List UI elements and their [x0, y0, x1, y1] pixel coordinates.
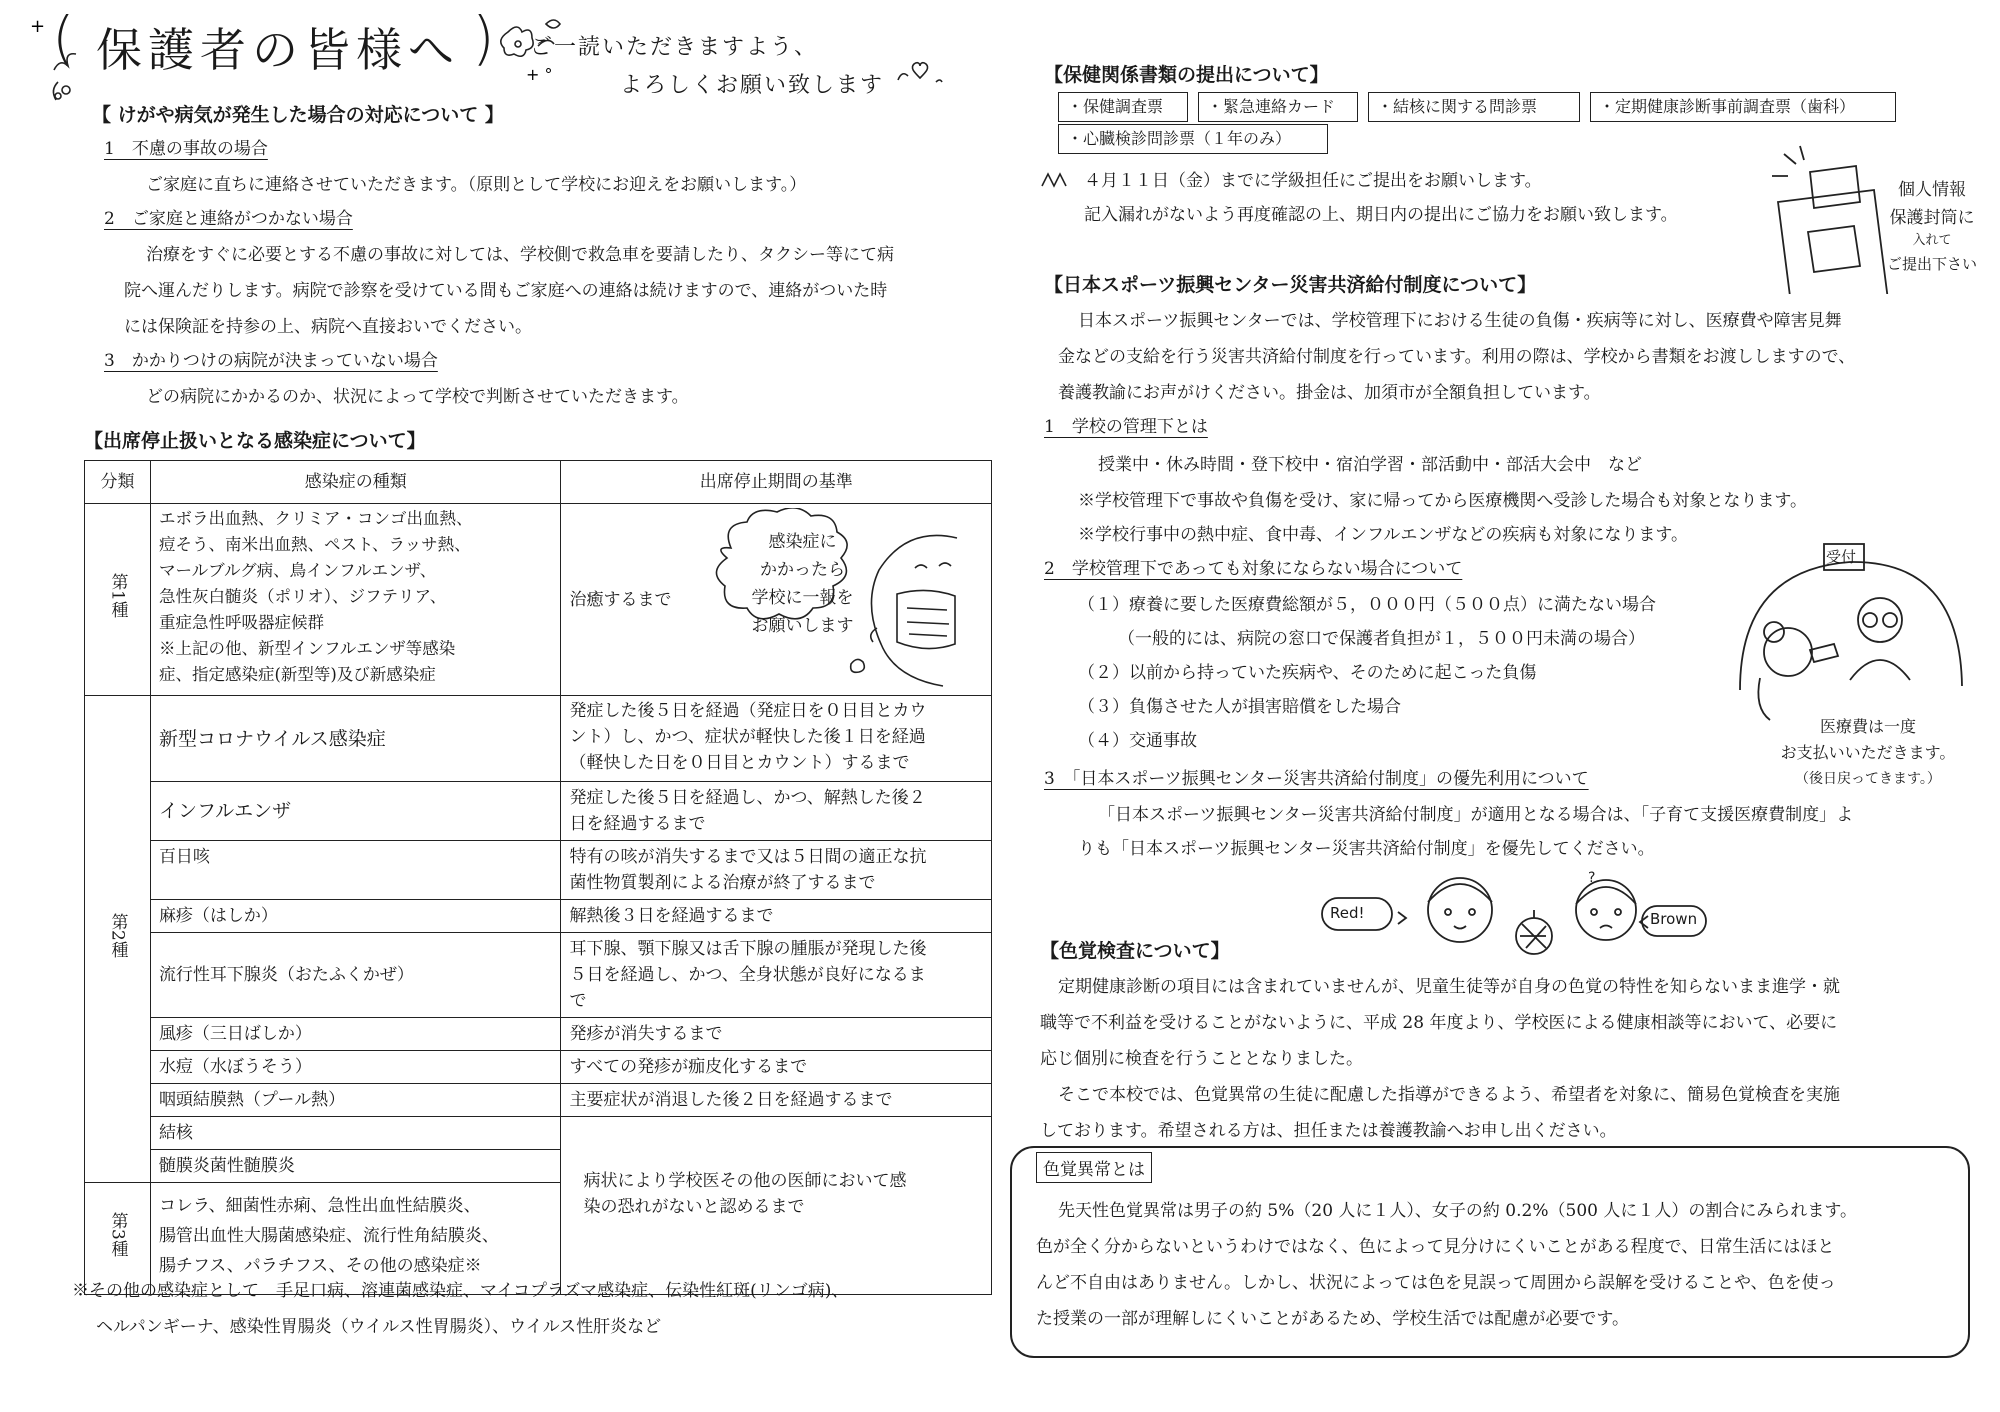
category-3-disease-line: 腸管出血性大腸菌感染症、流行性角結膜炎、: [158, 1226, 499, 1246]
submission-deadline: ４月１１日（金）までに学級担任にご提出をお願いします。: [1084, 171, 1542, 191]
tagline-line-1: ご一読いただきますよう、: [530, 35, 819, 60]
bubble-line: 感染症に: [768, 532, 837, 552]
title-left-paren: (: [52, 4, 75, 72]
color-vision-p1-line-2: 職等で不利益を受けることがないように、平成 28 年度より、学校医による健康相談等において、必要に: [1040, 1013, 1838, 1033]
criteria-line: 発症した後５日を経過し、かつ、解熱した後２: [569, 788, 926, 808]
color-vision-p2-line-1: そこで本校では、色覚異常の生徒に配慮した指導ができるよう、希望者を対象に、簡易色覚検査を実施: [1058, 1085, 1840, 1105]
injury-item-3-body: どの病院にかかるのか、状況によって学校で判断させていただきます。: [146, 387, 689, 407]
category-3-label: 第3種: [107, 1212, 128, 1257]
color-vision-p1-line-3: 応じ個別に検査を行うこととなりました。: [1040, 1049, 1363, 1069]
infection-table: [84, 460, 992, 1295]
table-row: [85, 1018, 992, 1051]
other-infections-note-line-1: ※その他の感染症として 手足口病、溶連菌感染症、マイコプラズマ感染症、伝染性紅斑(リンゴ病)、: [72, 1281, 849, 1301]
sports-item-1-line-1: 授業中・休み時間・登下校中・宿泊学習・部活動中・部活大会中 など: [1098, 455, 1642, 475]
submission-check-note: 記入漏れがないよう再度確認の上、期日内の提出にご協力をお願い致します。: [1084, 205, 1678, 225]
table-row: [85, 782, 992, 841]
criteria-line: 染の恐れがないと認めるまで: [583, 1196, 805, 1217]
svg-text:+: +: [30, 16, 46, 37]
category-1-disease-line: 痘そう、南米出血熱、ペスト、ラッサ熱、: [158, 535, 471, 554]
svg-text:+ °: + °: [526, 65, 553, 84]
sports-intro-line-1: 日本スポーツ振興センターでは、学校管理下における生徒の負傷・疾病等に対し、医療費や障害見舞: [1078, 311, 1842, 331]
payment-note-line: 医療費は一度: [1819, 717, 1916, 736]
disease-name: 風疹（三日ばしか）: [150, 1018, 561, 1051]
shared-criteria-cell: [561, 1117, 992, 1295]
payment-note-line: お支払いいただきます。: [1780, 743, 1956, 762]
tagline-line-2: よろしくお願い致します: [620, 73, 885, 98]
criteria-line: で: [569, 991, 587, 1011]
disease-criteria: [561, 782, 992, 841]
sports-item-1-title: 1 学校の管理下とは: [1044, 417, 1208, 437]
table-row: [85, 1117, 992, 1150]
doc-emergency-card: ・緊急連絡カード: [1198, 92, 1358, 122]
sports-title: 【日本スポーツ振興センター災害共済給付制度について】: [1044, 274, 1537, 296]
category-1-criteria: 治癒するまで: [569, 589, 672, 610]
disease-criteria: [561, 1084, 992, 1117]
criteria-line: 菌性物質製剤による治療が終了するまで: [569, 873, 876, 893]
header-category: 分類: [85, 461, 151, 504]
category-1-disease-line: エボラ出血熱、クリミア・コンゴ出血熱、: [158, 509, 473, 528]
envelope-note-line: 入れて: [1912, 233, 1952, 248]
category-1-criteria-cell: [561, 504, 992, 696]
criteria-line: ５日を経過し、かつ、全身状態が良好になるま: [569, 965, 926, 985]
criteria-line: 日を経過するまで: [569, 814, 706, 834]
svg-text:?: ?: [1588, 870, 1596, 886]
doc-tb-questionnaire: ・結核に関する問診票: [1368, 92, 1580, 122]
category-3-disease-line: 腸チフス、パラチフス、その他の感染症※: [158, 1256, 482, 1276]
envelope-note-line: 個人情報: [1898, 180, 1966, 200]
color-blindness-line-3: んど不自由はありません。しかし、状況によっては色を見誤って周囲から誤解を受けることや、色を使っ: [1036, 1273, 1836, 1293]
speech-bubble-red: Red!: [1330, 904, 1365, 922]
criteria-line: 解熱後３日を経過するまで: [569, 906, 774, 926]
disease-name: 結核: [150, 1117, 561, 1150]
header-disease: 感染症の種類: [150, 461, 561, 504]
sports-item-3-line-2: りも「日本スポーツ振興センター災害共済給付制度」を優先してください。: [1078, 839, 1655, 859]
payment-note-line: （後日戻ってきます。）: [1795, 771, 1941, 787]
page-title: 保護者の皆様へ: [96, 23, 460, 77]
speech-bubble-brown: Brown: [1650, 910, 1698, 928]
color-blindness-line-1: 先天性色覚異常は男子の約 5%（20 人に１人）、女子の約 0.2%（500 人に１人）の割合にみられます。: [1058, 1201, 1857, 1221]
criteria-line: 病状により学校医その他の医師において感: [583, 1170, 907, 1191]
injury-item-1-title: 1 不慮の事故の場合: [104, 139, 268, 159]
payment-note: [1768, 714, 1968, 792]
other-infections-note-line-2: ヘルパンギーナ、感染性胃腸炎（ウイルス性胃腸炎）、ウイルス性肝炎など: [96, 1317, 662, 1337]
table-row: [85, 900, 992, 933]
table-row: [85, 696, 992, 782]
criteria-line: 発疹が消失するまで: [569, 1024, 723, 1044]
color-vision-title: 【色覚検査について】: [1040, 940, 1230, 962]
exclusion-item: （３）負傷させた人が損害賠償をした場合: [1078, 697, 1401, 717]
color-blindness-line-4: た授業の一部が理解しにくいことがあるため、学校生活では配慮が必要です。: [1036, 1309, 1629, 1329]
injury-item-2-title: 2 ご家庭と連絡がつかない場合: [104, 209, 353, 229]
injury-item-1-body: ご家庭に直ちに連絡させていただきます。（原則として学校にお迎えをお願いします。）: [146, 175, 807, 195]
sports-item-2-title: 2 学校管理下であっても対象にならない場合について: [1044, 559, 1463, 579]
header-criteria: 出席停止期間の基準: [561, 461, 992, 504]
attention-mark-icon: [1040, 166, 1080, 192]
sports-intro-line-3: 養護教諭にお声がけください。掛金は、加須市が全額負担しています。: [1058, 383, 1601, 403]
doc-heart-exam: ・心臓検診問診票（１年のみ）: [1058, 124, 1328, 154]
disease-name: 麻疹（はしか）: [150, 900, 561, 933]
doc-dental-survey: ・定期健康診断事前調査票（歯科）: [1590, 92, 1896, 122]
health-docs-title: 【保健関係書類の提出について】: [1044, 64, 1329, 86]
disease-criteria: [561, 1018, 992, 1051]
sports-item-3-line-1: 「日本スポーツ振興センター災害共済給付制度」が適用となる場合は、「子育て支援医療費制度」よ: [1098, 805, 1854, 825]
disease-name: 流行性耳下腺炎（おたふくかぜ）: [150, 933, 561, 1018]
bubble-line: お願いします: [751, 616, 854, 636]
sports-item-1-line-2: ※学校管理下で事故や負傷を受け、家に帰ってから医療機関へ受診した場合も対象となります。: [1078, 491, 1807, 511]
table-row: [85, 933, 992, 1018]
disease-name: 水痘（水ぼうそう）: [150, 1051, 561, 1084]
disease-criteria: [561, 933, 992, 1018]
exclusion-item: （４）交通事故: [1078, 731, 1197, 751]
color-vision-p2-line-2: しております。希望される方は、担任または養護教諭へお申し出ください。: [1040, 1121, 1617, 1141]
table-row: [85, 1051, 992, 1084]
sports-item-3-title: 3 「日本スポーツ振興センター災害共済給付制度」の優先利用について: [1044, 769, 1589, 789]
disease-name: 咽頭結膜熱（プール熱）: [150, 1084, 561, 1117]
category-1-disease-line: 急性灰白髄炎（ポリオ）、ジフテリア、: [158, 587, 447, 606]
sports-intro-line-2: 金などの支給を行う災害共済給付制度を行っています。利用の際は、学校から書類をお渡ししますので、: [1058, 347, 1856, 367]
bubble-line: 学校に一報を: [751, 588, 854, 608]
category-1-label: 第1種: [107, 573, 128, 618]
disease-name: 百日咳: [150, 841, 561, 900]
doc-health-survey: ・保健調査票: [1058, 92, 1188, 122]
infection-section-title: 【出席停止扱いとなる感染症について】: [84, 430, 426, 452]
injury-item-3-title: 3 かかりつけの病院が決まっていない場合: [104, 351, 438, 371]
category-1-disease-line: 症、指定感染症(新型等)及び新感染症: [158, 665, 436, 684]
injury-item-2-line-2: 院へ運んだりします。病院で診察を受けている間もご家庭への連絡は続けますので、連絡がついた時: [124, 281, 888, 301]
category-1-disease-line: ※上記の他、新型インフルエンザ等感染: [158, 639, 456, 658]
table-row: [85, 1084, 992, 1117]
title-right-paren: ): [472, 4, 495, 72]
criteria-line: 耳下腺、顎下腺又は舌下腺の腫脹が発現した後: [569, 939, 927, 959]
table-row: [85, 504, 992, 696]
category-1-diseases: [150, 504, 561, 696]
bubble-line: かかったら: [759, 560, 845, 580]
disease-name: 新型コロナウイルス感染症: [150, 696, 561, 782]
exclusion-item: （２）以前から持っていた疾病や、そのために起こった負傷: [1078, 663, 1537, 683]
table-row: [85, 841, 992, 900]
envelope-note-line: 保護封筒に: [1889, 208, 1975, 228]
disease-name: インフルエンザ: [150, 782, 561, 841]
color-blindness-line-2: 色が全く分からないというわけではなく、色によって見分けにくいことがある程度で、日常生活にはほと: [1036, 1237, 1835, 1257]
disease-criteria: [561, 696, 992, 782]
criteria-line: 発症した後５日を経過（発症日を０日目とカウ: [569, 701, 927, 721]
category-3-disease-line: コレラ、細菌性赤痢、急性出血性結膜炎、: [158, 1196, 481, 1216]
exclusion-item: （一般的には、病院の窓口で保護者負担が１，５００円未満の場合）: [1118, 629, 1645, 649]
color-vision-p1-line-1: 定期健康診断の項目には含まれていませんが、児童生徒等が自身の色覚の特性を知らないまま進学・就: [1058, 977, 1840, 997]
injury-section-title: 【 けがや病気が発生した場合の対応について 】: [92, 104, 504, 126]
category-1-cell: [85, 504, 151, 696]
criteria-line: 特有の咳が消失するまで又は５日間の適正な抗: [569, 847, 927, 867]
disease-name: 髄膜炎菌性髄膜炎: [150, 1150, 561, 1183]
disease-criteria: [561, 900, 992, 933]
criteria-line: 主要症状が消退した後２日を経過するまで: [569, 1090, 893, 1110]
envelope-note-line: ご提出下さい: [1886, 255, 1977, 273]
injury-item-2-line-3: には保険証を持参の上、病院へ直接おいでください。: [124, 317, 532, 337]
category-2-label: 第2種: [107, 912, 128, 958]
report-reminder-bubble: [737, 528, 867, 640]
category-1-disease-line: マールブルグ病、鳥インフルエンザ、: [158, 561, 437, 580]
disease-criteria: [561, 841, 992, 900]
disease-criteria: [561, 1051, 992, 1084]
reception-label: 受付: [1826, 548, 1857, 566]
category-2-cell: [85, 696, 151, 1183]
criteria-line: （軽快した日を０日目とカウント）するまで: [569, 753, 910, 773]
criteria-line: ント）し、かつ、症状が軽快した後１日を経過: [569, 727, 926, 747]
exclusion-item: （１）療養に要した医療費総額が５，０００円（５００点）に満たない場合: [1078, 595, 1656, 615]
heart-doodle-icon: [892, 56, 952, 92]
title-decoration-icon: [30, 10, 590, 110]
criteria-line: すべての発疹が痂皮化するまで: [569, 1057, 808, 1077]
envelope-note: [1872, 176, 1992, 278]
color-blindness-box-label: 色覚異常とは: [1036, 1152, 1152, 1183]
sports-item-1-line-3: ※学校行事中の熱中症、食中毒、インフルエンザなどの疾病も対象になります。: [1078, 525, 1688, 545]
category-1-disease-line: 重症急性呼吸器症候群: [158, 613, 324, 632]
table-header-row: [85, 461, 992, 504]
injury-item-2-line-1: 治療をすぐに必要とする不慮の事故に対しては、学校側で救急車を要請したり、タクシー等にて病: [146, 245, 894, 265]
